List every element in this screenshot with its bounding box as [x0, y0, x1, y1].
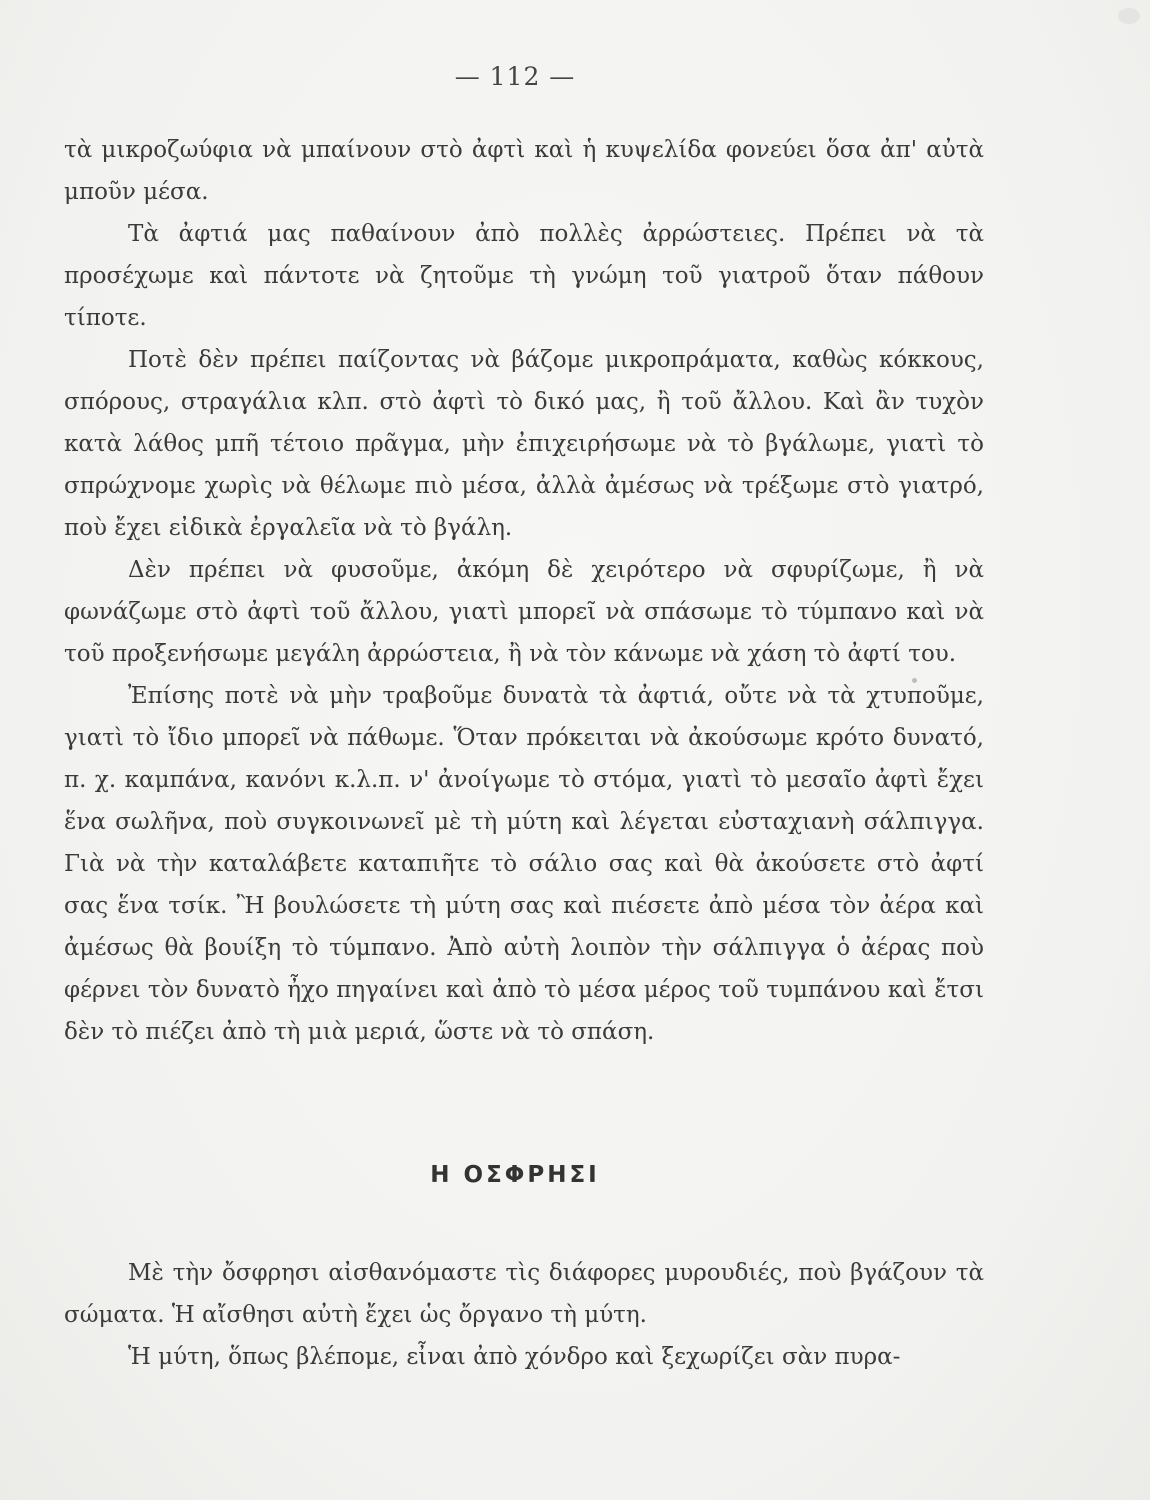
- paragraph-foreign-objects: Ποτὲ δὲν πρέπει παίζοντας νὰ βάζομε μικροπράματα, καθὼς κόκκους, σπόρους, στραγάλια κλπ. στὸ ἀφτὶ τὸ δικό μας, ἢ τοῦ ἄλλου. Καὶ ἂν τυχὸν κατὰ λάθος μπῆ τέτοιο πρᾶγμα, μὴν ἐπιχειρήσωμε νὰ τὸ βγάλωμε, γιατὶ τὸ σπρώχνομε χωρὶς νὰ θέλωμε πιὸ μέσα, ἀλλὰ ἀμέσως νὰ τρέξωμε στὸ γιατρό, ποὺ ἔχει εἰδικὰ ἐργαλεῖα νὰ τὸ βγάλη.: [64, 347, 984, 541]
- section-text-block: [64, 1252, 984, 1378]
- section-title: Η ΟΣΦΡΗΣΙ: [430, 1162, 600, 1188]
- paper-speck: [912, 678, 917, 683]
- paragraph-ear-diseases: Τὰ ἀφτιά μας παθαίνουν ἀπὸ πολλὲς ἀρρώστειες. Πρέπει νὰ τὰ προσέχωμε καὶ πάντοτε νὰ ζητοῦμε τὴ γνώμη τοῦ γιατροῦ ὅταν πάθουν τίποτε.: [64, 221, 984, 331]
- paragraph-continuation: τὰ μικροζωύφια νὰ μπαίνουν στὸ ἀφτὶ καὶ ἡ κυψελίδα φονεύει ὅσα ἀπ' αὐτὰ μποῦν μέσα.: [64, 137, 984, 205]
- page-number: — 112 —: [454, 62, 576, 91]
- paragraph-nose-description: Ἡ μύτη, ὅπως βλέπομε, εἶναι ἀπὸ χόνδρο καὶ ξεχωρίζει σὰν πυρα-: [128, 1344, 901, 1370]
- paragraph-smell-definition: Μὲ τὴν ὄσφρησι αἰσθανόμαστε τὶς διάφορες μυρουδιές, ποὺ βγάζουν τὰ σώματα. Ἡ αἴσθησι αὐτὴ ἔχει ὡς ὄργανο τὴ μύτη.: [64, 1260, 984, 1328]
- paragraph-eustachian-tube: Ἐπίσης ποτὲ νὰ μὴν τραβοῦμε δυνατὰ τὰ ἀφτιά, οὔτε νὰ τὰ χτυποῦμε, γιατὶ τὸ ἴδιο μπορεῖ νὰ πάθωμε. Ὅταν πρόκειται νὰ ἀκούσωμε κρότο δυνατό, π. χ. καμπάνα, κανόνι κ.λ.π. ν' ἀνοίγωμε τὸ στόμα, γιατὶ τὸ μεσαῖο ἀφτὶ ἔχει ἕνα σωλῆνα, ποὺ συγκοινωνεῖ μὲ τὴ μύτη καὶ λέγεται εὐσταχιανὴ σάλπιγγα. Γιὰ νὰ τὴν καταλάβετε καταπιῆτε τὸ σάλιο σας καὶ θὰ ἀκούσετε στὸ ἀφτί σας ἕνα τσίκ. Ἢ βουλώσετε τὴ μύτη σας καὶ πιέσετε ἀπὸ μέσα τὸν ἀέρα καὶ ἀμέσως θὰ βουίξη τὸ τύμπανο. Ἀπὸ αὐτὴ λοιπὸν τὴν σάλπιγγα ὁ ἀέρας ποὺ φέρνει τὸν δυνατὸ ἦχο πηγαίνει καὶ ἀπὸ τὸ μέσα μέρος τοῦ τυμπάνου καὶ ἔτσι δὲν τὸ πιέζει ἀπὸ τὴ μιὰ μεριά, ὥστε νὰ τὸ σπάση.: [64, 683, 984, 1045]
- paper-speck: [1118, 8, 1140, 24]
- paragraph-blowing-whistling: Δὲν πρέπει νὰ φυσοῦμε, ἀκόμη δὲ χειρότερο νὰ σφυρίζωμε, ἢ νὰ φωνάζωμε στὸ ἀφτὶ τοῦ ἄλλου, γιατὶ μπορεῖ νὰ σπάσωμε τὸ τύμπανο καὶ νὰ τοῦ προξενήσωμε μεγάλη ἀρρώστεια, ἢ νὰ τὸν κάνωμε νὰ χάση τὸ ἀφτί του.: [64, 557, 984, 667]
- main-text-block: [64, 129, 984, 1053]
